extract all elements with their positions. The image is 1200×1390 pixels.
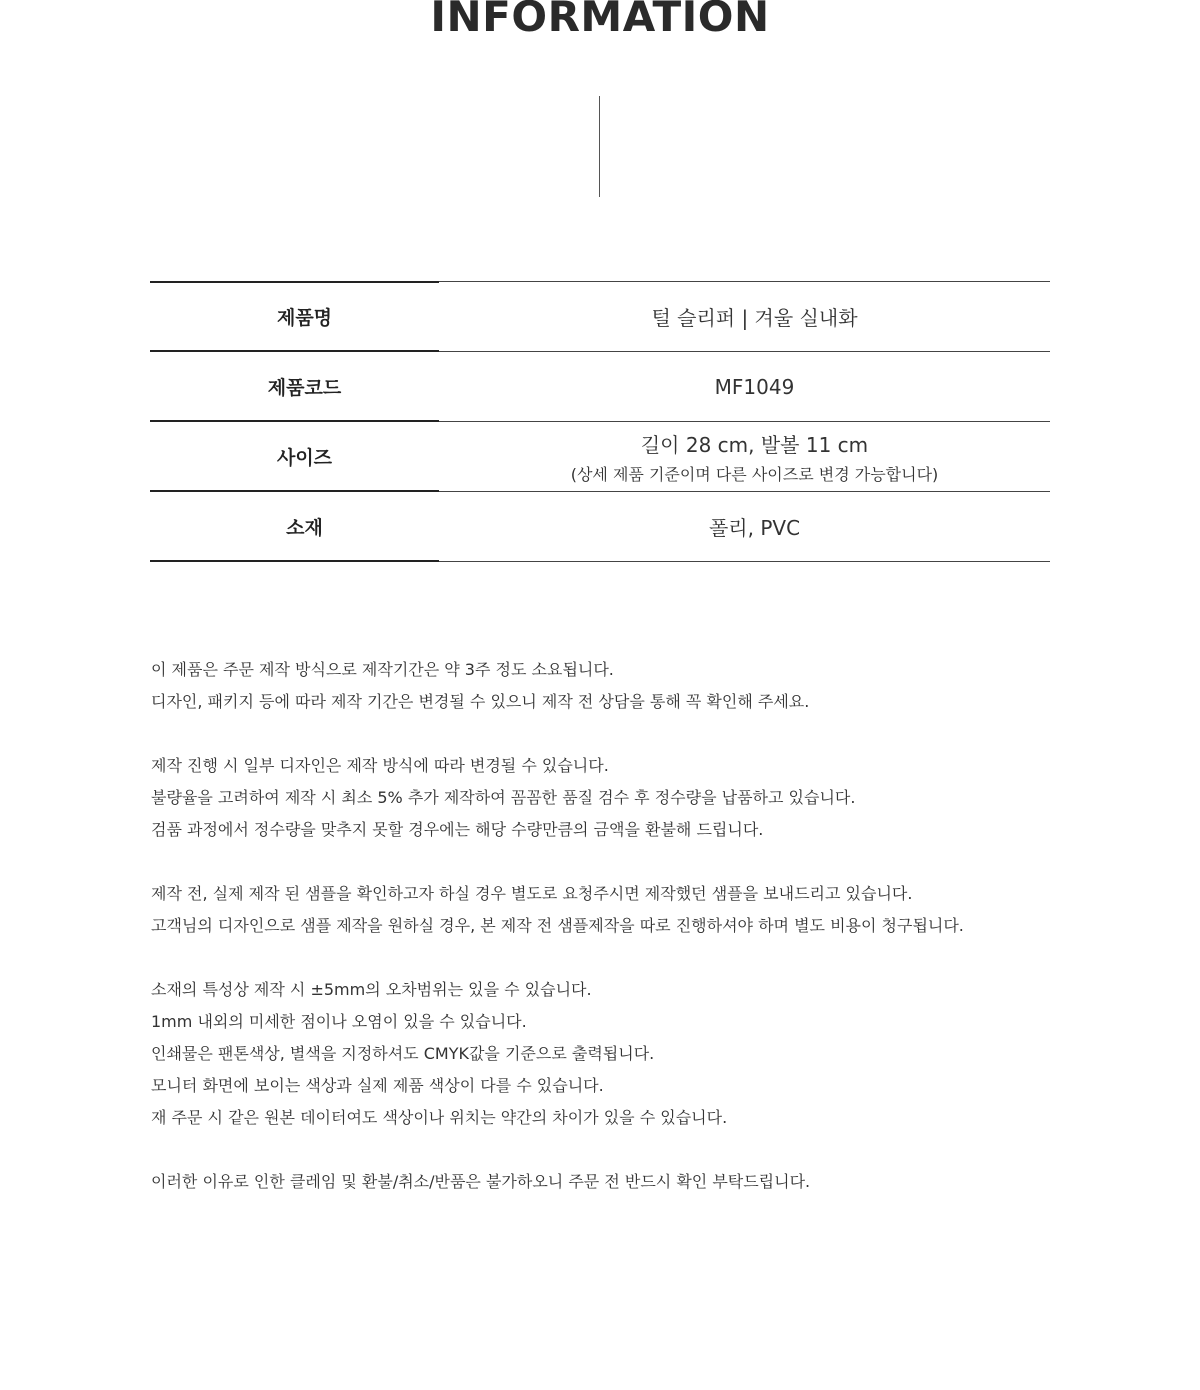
row-value: 털 슬리퍼 | 겨울 실내화: [651, 306, 858, 330]
notice-line: 고객님의 디자인으로 샘플 제작을 원하실 경우, 본 제작 전 샘플제작을 따로 진행하셔야 하며 별도 비용이 청구됩니다.: [151, 916, 964, 935]
row-label: 사이즈: [276, 447, 333, 469]
row-value: 길이 28 cm, 발볼 11 cm: [640, 432, 869, 457]
notice-line: 이 제품은 주문 제작 방식으로 제작기간은 약 3주 정도 소요됩니다.: [151, 660, 614, 679]
table-row-product-name: [150, 282, 1050, 352]
row-label: 소재: [286, 517, 323, 539]
notice-line: 모니터 화면에 보이는 색상과 실제 제품 색상이 다를 수 있습니다.: [151, 1076, 604, 1095]
table-row-product-code: [150, 352, 1050, 422]
row-label: 제품명: [276, 307, 333, 329]
row-value-note: (상세 제품 기준이며 다른 사이즈로 변경 가능합니다): [570, 464, 939, 484]
notice-line: 1mm 내외의 미세한 점이나 오염이 있을 수 있습니다.: [151, 1012, 527, 1031]
page-title: INFORMATION: [430, 0, 770, 41]
notice-line: 이러한 이유로 인한 클레임 및 환불/취소/반품은 불가하오니 주문 전 반드시 확인 부탁드립니다.: [151, 1172, 811, 1191]
notice-line: 디자인, 패키지 등에 따라 제작 기간은 변경될 수 있으니 제작 전 상담을 통해 꼭 확인해 주세요.: [151, 692, 810, 711]
row-value-cell: [459, 422, 1050, 491]
divider-line: [599, 96, 600, 197]
row-value: 폴리, PVC: [708, 516, 801, 540]
paragraph-gap: [151, 718, 1111, 750]
table-row-size: [150, 422, 1050, 492]
notice-line: 제작 진행 시 일부 디자인은 제작 방식에 따라 변경될 수 있습니다.: [151, 756, 609, 775]
table-row-material: [150, 492, 1050, 562]
paragraph-gap: [151, 942, 1111, 974]
paragraph-gap: [151, 1134, 1111, 1166]
paragraph-gap: [151, 846, 1111, 878]
notice-line: 제작 전, 실제 제작 된 샘플을 확인하고자 하실 경우 별도로 요청주시면 제작했던 샘플을 보내드리고 있습니다.: [151, 884, 913, 903]
notice-line: 검품 과정에서 정수량을 맞추지 못할 경우에는 해당 수량만큼의 금액을 환불해 드립니다.: [151, 820, 764, 839]
notice-line: 소재의 특성상 제작 시 ±5mm의 오차범위는 있을 수 있습니다.: [151, 980, 592, 999]
product-info-table: [150, 281, 1050, 562]
notice-line: 인쇄물은 팬톤색상, 별색을 지정하셔도 CMYK값을 기준으로 출력됩니다.: [151, 1044, 655, 1063]
row-value-cell: [459, 352, 1050, 421]
row-value-cell: [459, 282, 1050, 351]
row-value: MF1049: [714, 374, 795, 399]
notice-line: 재 주문 시 같은 원본 데이터여도 색상이나 위치는 약간의 차이가 있을 수 있습니다.: [151, 1108, 728, 1127]
row-label: 제품코드: [267, 377, 342, 399]
notice-text: [151, 654, 1111, 1198]
row-value-cell: [459, 492, 1050, 561]
notice-line: 불량율을 고려하여 제작 시 최소 5% 추가 제작하여 꼼꼼한 품질 검수 후 정수량을 납품하고 있습니다.: [151, 788, 856, 807]
